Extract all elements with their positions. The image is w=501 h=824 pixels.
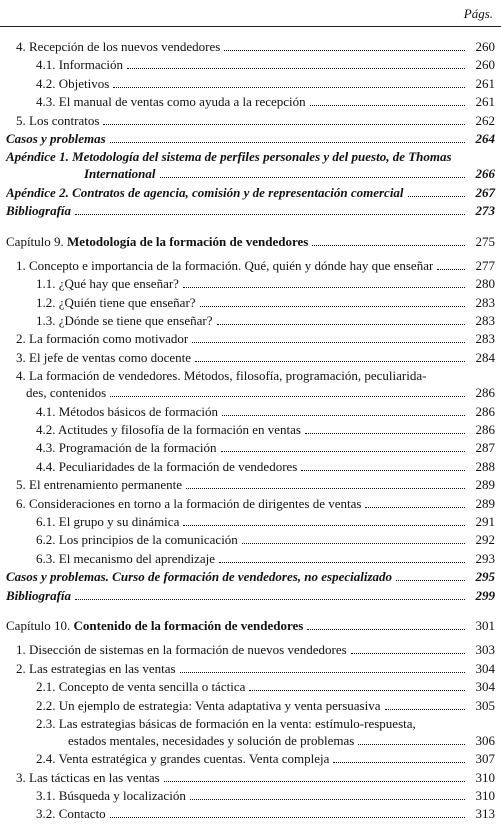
toc-page-number: 261 <box>475 94 495 110</box>
toc-leader <box>249 690 465 691</box>
toc-entry-title-line1: Apéndice 1. Metodología del sistema de perfiles personales y del puesto, de Thomas <box>6 149 452 165</box>
toc-entry[interactable] <box>6 531 495 548</box>
toc-page-number: 292 <box>475 532 495 548</box>
toc-leader <box>110 817 465 818</box>
toc-entry[interactable] <box>6 349 495 366</box>
toc-leader <box>312 245 465 246</box>
toc-page-number: 277 <box>475 257 495 273</box>
toc-entry-title: 6.3. El mecanismo del aprendizaje <box>36 550 216 566</box>
toc-entry-title: 3.2. Contacto <box>36 806 106 822</box>
toc-entry[interactable] <box>6 202 495 219</box>
toc-leader <box>221 451 466 452</box>
toc-entry-title: 6. Consideraciones en torno a la formación de dirigentes de ventas <box>16 495 362 511</box>
toc-entry-title: 3. El jefe de ventas como docente <box>16 349 192 365</box>
toc-leader <box>437 269 465 270</box>
toc-entry[interactable] <box>6 678 495 695</box>
toc-leader <box>351 653 465 654</box>
toc-entry[interactable] <box>6 275 495 292</box>
toc-leader <box>110 396 465 397</box>
toc-page-number: 280 <box>475 276 495 292</box>
toc-entry-title: 1.2. ¿Quién tiene que enseñar? <box>36 294 196 310</box>
toc-entry-title: 1. Disección de sistemas en la formación de nuevos vendedores <box>16 642 347 658</box>
toc-page-number: 286 <box>475 403 495 419</box>
toc-entry-title-line2: des, contenidos <box>26 385 107 401</box>
toc-entry[interactable] <box>6 148 495 182</box>
toc-page-number: 299 <box>475 587 495 603</box>
toc-entry-title: 3. Las tácticas en las ventas <box>16 769 160 785</box>
toc-page-number: 275 <box>475 233 495 249</box>
toc-leader <box>127 68 465 69</box>
toc-leader <box>164 781 465 782</box>
toc-leader <box>333 762 465 763</box>
toc-leader <box>408 196 465 197</box>
toc-entry[interactable] <box>6 458 495 475</box>
chapter-title: Metodología de la formación de vendedores <box>67 233 309 249</box>
toc-entry[interactable] <box>6 184 495 201</box>
toc-page-number: 289 <box>475 495 495 511</box>
toc-page-number: 307 <box>475 751 495 767</box>
toc-page-number: 310 <box>475 769 495 785</box>
toc-page-number: 260 <box>475 39 495 54</box>
toc-page-number: 273 <box>475 203 495 219</box>
toc-page-number: 303 <box>475 642 495 658</box>
toc-leader <box>183 525 465 526</box>
toc-entry[interactable] <box>6 38 495 55</box>
toc-page-number: 283 <box>475 294 495 310</box>
toc-page-number: 260 <box>475 57 495 73</box>
toc-page-number: 266 <box>475 166 495 182</box>
toc-entry[interactable] <box>6 550 495 567</box>
toc-entry[interactable] <box>6 367 495 401</box>
toc-entry[interactable] <box>6 495 495 512</box>
toc-entry[interactable] <box>6 257 495 274</box>
toc-entry-title: 4. Recepción de los nuevos vendedores <box>16 39 221 54</box>
toc-entry-title: 4.3. El manual de ventas como ayuda a la recepción <box>36 94 306 110</box>
toc-leader <box>305 433 465 434</box>
toc-entry[interactable] <box>6 513 495 530</box>
toc-entry-title: 2.1. Concepto de venta sencilla o táctica <box>36 679 246 695</box>
toc-leader <box>224 50 465 51</box>
table-of-contents <box>6 38 495 824</box>
toc-page-number: 304 <box>475 660 495 676</box>
toc-page-number: 267 <box>475 184 495 200</box>
toc-entry[interactable] <box>6 330 495 347</box>
toc-leader <box>183 287 465 288</box>
toc-page-number: 291 <box>475 513 495 529</box>
toc-entry[interactable] <box>6 660 495 677</box>
chapter-heading[interactable] <box>6 617 495 634</box>
toc-entry-title: 4.4. Peculiaridades de la formación de vendedores <box>36 458 298 474</box>
toc-page-number: 295 <box>475 569 495 585</box>
toc-leader <box>195 361 465 362</box>
toc-leader <box>160 177 465 178</box>
toc-entry[interactable] <box>6 130 495 147</box>
toc-entry[interactable] <box>6 294 495 311</box>
toc-page-number: 262 <box>475 112 495 128</box>
chapter-prefix: Capítulo 9. <box>6 233 68 249</box>
toc-entry[interactable] <box>6 715 495 749</box>
toc-page-number: 293 <box>475 550 495 566</box>
toc-leader <box>110 142 465 143</box>
toc-entry-title-line2: International <box>84 166 156 182</box>
toc-entry-title-line1: 2.3. Las estrategias básicas de formación en la venta: estímulo-respuesta, <box>36 715 416 731</box>
toc-entry-title-line1: 4. La formación de vendedores. Métodos, filosofía, programación, peculiarida- <box>16 368 427 384</box>
toc-leader <box>113 87 465 88</box>
toc-entry[interactable] <box>6 587 495 604</box>
toc-entry[interactable] <box>6 787 495 804</box>
toc-entry[interactable] <box>6 312 495 329</box>
toc-page-number: 305 <box>475 697 495 713</box>
toc-entry-title: Apéndice 2. Contratos de agencia, comisión y de representación comercial <box>6 184 404 200</box>
toc-entry-title: 6.1. El grupo y su dinámica <box>36 513 180 529</box>
toc-entry-title-line2: estados mentales, necesidades y solución de problemas <box>68 732 355 748</box>
toc-entry-title: 4.2. Objetivos <box>36 75 110 91</box>
toc-entry-title: Casos y problemas <box>6 130 106 146</box>
toc-page-number: 289 <box>475 477 495 493</box>
toc-entry[interactable] <box>6 93 495 110</box>
toc-entry[interactable] <box>6 403 495 420</box>
toc-entry[interactable] <box>6 56 495 73</box>
toc-page-number: 301 <box>475 617 495 633</box>
toc-entry[interactable] <box>6 805 495 822</box>
toc-entry-title: 2.2. Un ejemplo de estrategia: Venta adaptativa y venta persuasiva <box>36 697 381 713</box>
chapter-prefix: Capítulo 10. <box>6 617 74 633</box>
toc-page-number: 313 <box>475 806 495 822</box>
toc-page-number: 287 <box>475 440 495 456</box>
toc-page-number: 283 <box>475 313 495 329</box>
toc-leader <box>192 342 465 343</box>
toc-leader <box>180 672 465 673</box>
toc-page-number: 283 <box>475 331 495 347</box>
toc-entry-title: 2. La formación como motivador <box>16 331 189 347</box>
toc-entry[interactable] <box>6 568 495 585</box>
toc-entry-title: Bibliografía <box>6 587 72 603</box>
toc-entry-title: 1.1. ¿Qué hay que enseñar? <box>36 276 179 292</box>
toc-leader <box>358 744 465 745</box>
toc-entry-title: 2.4. Venta estratégica y grandes cuentas. Venta compleja <box>36 751 330 767</box>
toc-entry[interactable] <box>6 697 495 714</box>
toc-entry-title: Bibliografía <box>6 203 72 219</box>
toc-page-number: 304 <box>475 679 495 695</box>
toc-leader <box>219 562 465 563</box>
toc-leader <box>75 599 465 600</box>
toc-page-number: 286 <box>475 422 495 438</box>
chapter-title: Contenido de la formación de vendedores <box>73 617 304 633</box>
toc-entry[interactable] <box>6 769 495 786</box>
toc-entry[interactable] <box>6 750 495 767</box>
toc-leader <box>190 799 465 800</box>
toc-leader <box>307 629 465 630</box>
toc-entry-title: 6.2. Los principios de la comunicación <box>36 532 238 548</box>
page-header-label: Págs. <box>463 6 493 21</box>
toc-entry-title: 3.1. Búsqueda y localización <box>36 788 186 804</box>
toc-leader <box>222 415 465 416</box>
toc-leader <box>385 709 466 710</box>
toc-leader <box>186 488 465 489</box>
toc-leader <box>365 507 465 508</box>
toc-entry[interactable] <box>6 641 495 658</box>
toc-entry[interactable] <box>6 439 495 456</box>
toc-entry-title: 4.3. Programación de la formación <box>36 440 217 456</box>
toc-entry-title: 4.1. Métodos básicos de formación <box>36 403 218 419</box>
toc-leader <box>200 306 465 307</box>
toc-entry[interactable] <box>6 112 495 129</box>
toc-entry-title: Casos y problemas. Curso de formación de vendedores, no especializado <box>6 569 393 585</box>
toc-page-number: 261 <box>475 75 495 91</box>
toc-entry[interactable] <box>6 476 495 493</box>
toc-leader <box>396 580 465 581</box>
toc-leader <box>242 543 465 544</box>
toc-entry-title: 4.2. Actitudes y filosofía de la formación en ventas <box>36 422 301 438</box>
toc-page-number: 306 <box>475 732 495 748</box>
toc-entry-title: 1. Concepto e importancia de la formación. Qué, quién y dónde hay que enseñar <box>16 257 434 273</box>
toc-page-number: 310 <box>475 788 495 804</box>
toc-entry-title: 2. Las estrategias en las ventas <box>16 660 176 676</box>
toc-entry[interactable] <box>6 421 495 438</box>
toc-leader <box>301 470 465 471</box>
toc-page-number: 264 <box>475 130 495 146</box>
toc-leader <box>103 124 465 125</box>
toc-entry[interactable] <box>6 75 495 92</box>
toc-entry-title: 5. Los contratos <box>16 112 100 128</box>
toc-leader <box>217 324 465 325</box>
toc-leader <box>310 105 465 106</box>
toc-page-number: 284 <box>475 349 495 365</box>
toc-leader <box>75 214 465 215</box>
toc-page-number: 286 <box>475 385 495 401</box>
chapter-heading[interactable] <box>6 233 495 250</box>
toc-entry-title: 1.3. ¿Dónde se tiene que enseñar? <box>36 313 213 329</box>
toc-page-number: 288 <box>475 458 495 474</box>
header-rule <box>0 26 501 27</box>
toc-entry-title: 5. El entrenamiento permanente <box>16 477 183 493</box>
toc-entry-title: 4.1. Información <box>36 57 124 73</box>
